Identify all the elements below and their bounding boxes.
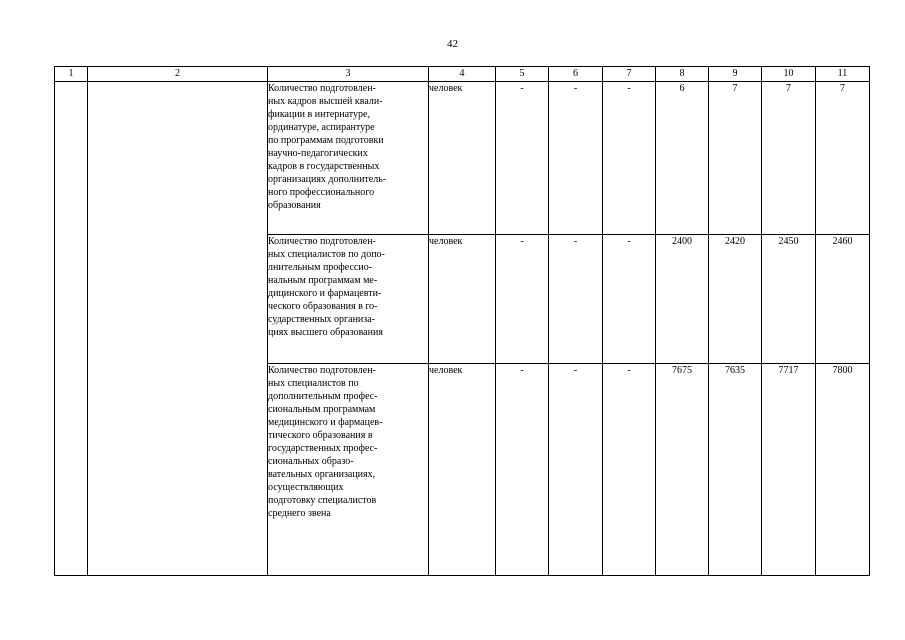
value-cell-col9: 2420	[709, 235, 762, 364]
unit-cell: человек	[429, 235, 496, 364]
unit-cell: человек	[429, 82, 496, 235]
description-line: фикации в интернатуре,	[268, 109, 370, 120]
value-cell-col8: 2400	[656, 235, 709, 364]
description-line: сударственных организа-	[268, 314, 375, 325]
value-cell-col9: 7635	[709, 364, 762, 576]
description-line: Количество подготовлен-	[268, 365, 376, 376]
value-cell-col7: -	[603, 82, 656, 235]
description-line: осуществляющих	[268, 482, 344, 493]
description-line: ных специалистов по допо-	[268, 249, 385, 260]
description-line: дополнительным профес-	[268, 391, 378, 402]
description-line: научно-педагогических	[268, 148, 368, 159]
description-line: среднего звена	[268, 508, 331, 519]
description-line: государственных профес-	[268, 443, 378, 454]
description-line: ного профессионального	[268, 187, 375, 198]
value-cell-col6: -	[549, 364, 603, 576]
header-cell-col4: 4	[429, 67, 496, 82]
value-cell-col11: 7800	[816, 364, 870, 576]
header-cell-col10: 10	[762, 67, 816, 82]
description-line: дицинского и фармацевти-	[268, 288, 382, 299]
description-line: лнительным профессио-	[268, 262, 373, 273]
indicator-description	[268, 235, 429, 364]
header-cell-col8: 8	[656, 67, 709, 82]
description-line: ных кадров высшей квали-	[268, 96, 383, 107]
value-cell-col8: 6	[656, 82, 709, 235]
description-line: по программам подготовки	[268, 135, 384, 146]
value-cell-col10: 7	[762, 82, 816, 235]
description-line: подготовку специалистов	[268, 495, 377, 506]
value-cell-col5: -	[496, 82, 549, 235]
description-line: вательных организациях,	[268, 469, 376, 480]
col1-merged-cell	[55, 82, 88, 576]
header-cell-col11: 11	[816, 67, 870, 82]
value-cell-col5: -	[496, 235, 549, 364]
value-cell-col11: 2460	[816, 235, 870, 364]
value-cell-col11: 7	[816, 82, 870, 235]
page-number: 42	[447, 38, 458, 50]
header-cell-col7: 7	[603, 67, 656, 82]
header-cell-col2: 2	[88, 67, 268, 82]
unit-cell: человек	[429, 364, 496, 576]
description-line: организациях дополнитель-	[268, 174, 387, 185]
value-cell-col6: -	[549, 82, 603, 235]
indicator-description	[268, 364, 429, 576]
header-cell-col3: 3	[268, 67, 429, 82]
description-line: Количество подготовлен-	[268, 236, 376, 247]
value-cell-col9: 7	[709, 82, 762, 235]
description-line: ординатуре, аспирантуре	[268, 122, 375, 133]
header-cell-col1: 1	[55, 67, 88, 82]
indicators-table	[54, 66, 870, 576]
value-cell-col7: -	[603, 364, 656, 576]
description-line: циях высшего образования	[268, 327, 383, 338]
description-line: кадров в государственных	[268, 161, 380, 172]
header-row	[55, 67, 870, 82]
description-line: образования	[268, 200, 321, 211]
col2-merged-cell	[88, 82, 268, 576]
description-line: медицинского и фармацев-	[268, 417, 383, 428]
description-line: ных специалистов по	[268, 378, 359, 389]
header-cell-col6: 6	[549, 67, 603, 82]
value-cell-col10: 7717	[762, 364, 816, 576]
value-cell-col8: 7675	[656, 364, 709, 576]
description-line: ческого образования в го-	[268, 301, 378, 312]
indicator-description	[268, 82, 429, 235]
description-line: сиональным программам	[268, 404, 376, 415]
description-line: Количество подготовлен-	[268, 83, 376, 94]
table-row	[55, 82, 870, 235]
description-line: тического образования в	[268, 430, 373, 441]
description-line: нальным программам ме-	[268, 275, 378, 286]
value-cell-col10: 2450	[762, 235, 816, 364]
value-cell-col7: -	[603, 235, 656, 364]
value-cell-col6: -	[549, 235, 603, 364]
header-cell-col9: 9	[709, 67, 762, 82]
description-line: сиональных образо-	[268, 456, 354, 467]
value-cell-col5: -	[496, 364, 549, 576]
header-cell-col5: 5	[496, 67, 549, 82]
